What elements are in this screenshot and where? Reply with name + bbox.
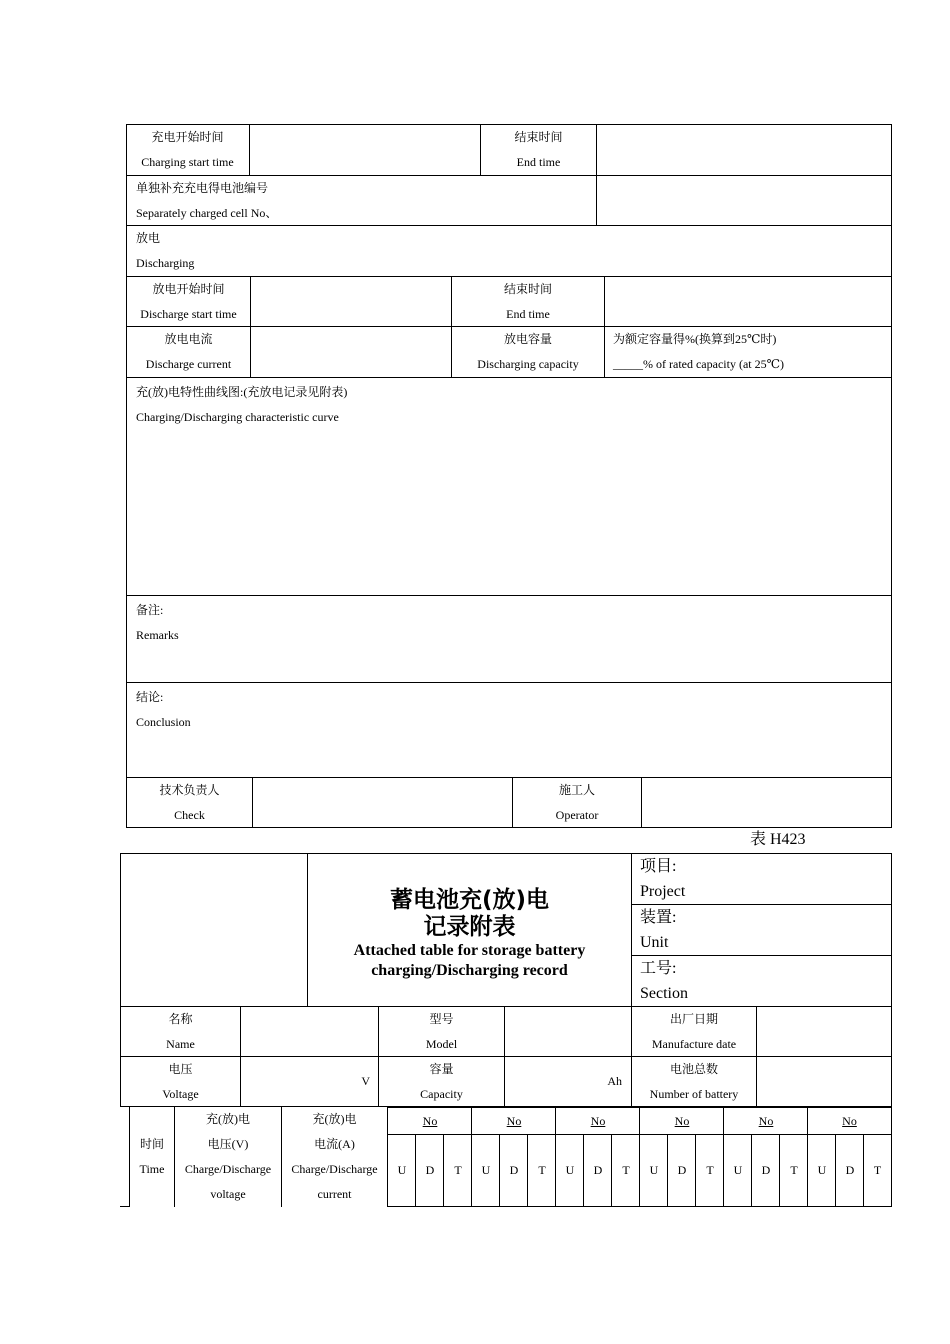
project-en: Project [640,883,686,900]
header-title-cell [308,853,631,1006]
curve-cn: 充(放)电特性曲线图:(充放电记录见附表) [136,385,348,399]
cell-groups [387,1107,892,1207]
discharging-capacity-label [451,326,605,377]
check-label [126,777,253,828]
discharge-current-en: Discharge current [145,357,232,371]
charging-end-en: End time [516,154,561,169]
no-label: No [842,1114,857,1128]
voltage-header-en2: voltage [210,1187,246,1201]
cell-sub-header: T [443,1134,472,1207]
voltage-header-cn2: 电压(V) [207,1137,249,1151]
section-field[interactable] [631,955,892,1006]
cell-sub-header: D [499,1134,528,1207]
cell-sub-header: T [863,1134,892,1207]
left-bracket-foot [120,1206,130,1207]
capacity-unit: Ah [607,1074,622,1088]
section-en: Section [640,985,688,1002]
separate-cell-label [126,175,597,225]
number-of-battery-cn: 电池总数 [669,1061,718,1076]
voltage-header [175,1107,282,1207]
top-form [126,124,892,828]
voltage-label [120,1056,241,1107]
name-label [120,1006,241,1057]
no-label: No [758,1114,774,1128]
voltage-value[interactable] [241,1056,379,1107]
charging-start-label [126,124,250,175]
current-header-cn2: 电流(A) [314,1137,355,1151]
charging-start-cn: 充电开始时间 [151,129,224,144]
name-en: Name [166,1037,195,1051]
model-cn: 型号 [429,1012,454,1026]
discharge-start-cn: 放电开始时间 [152,281,225,296]
capacity-cn: 容量 [429,1061,454,1076]
charging-start-value[interactable] [250,124,480,175]
voltage-en: Voltage [162,1086,199,1101]
cell-sub-header: D [751,1134,780,1207]
cell-sub-header: D [583,1134,612,1207]
title-cn-line1: 蓄电池充(放)电 [389,887,550,913]
check-cn: 技术负责人 [159,782,220,797]
model-en: Model [425,1037,458,1051]
cell-group-no [807,1107,892,1135]
unit-field[interactable] [631,904,892,955]
no-label: No [590,1114,606,1128]
manufacture-date-label [631,1006,757,1057]
cell-group-no [471,1107,556,1135]
number-of-battery-label [631,1056,757,1107]
unit-cn: 装置: [640,909,677,926]
cell-sub-header: T [695,1134,724,1207]
remarks-en: Remarks [136,628,179,642]
remarks-area[interactable] [126,595,892,682]
discharging-cn: 放电 [136,231,161,245]
operator-signature[interactable] [641,777,892,828]
title-en-line1: Attached table for storage battery [353,942,586,959]
capacity-value[interactable] [505,1056,631,1107]
rated-capacity-en: _____% of rated capacity (at 25℃) [613,357,785,371]
discharge-end-cn: 结束时间 [503,281,552,296]
form-code: 表 H423 [750,831,806,848]
discharge-start-en: Discharge start time [140,306,237,321]
charging-start-en: Charging start time [141,154,234,169]
discharge-end-label [451,276,605,326]
cell-group-no [723,1107,808,1135]
rated-capacity-cn: 为额定容量得%(换算到25℃时) [613,332,777,346]
curve-area[interactable] [126,377,892,595]
cell-sub-header: U [471,1134,500,1207]
cell-sub-header: U [807,1134,836,1207]
operator-cn: 施工人 [558,782,595,797]
model-value[interactable] [505,1006,631,1057]
discharging-heading [126,225,892,276]
cell-group-no [639,1107,724,1135]
separate-cell-en: Separately charged cell No、 [136,205,278,220]
cell-group-no [387,1107,472,1135]
voltage-unit: V [361,1074,370,1088]
capacity-en: Capacity [420,1086,463,1101]
cell-sub-header: U [723,1134,752,1207]
header-logo-cell [120,853,308,1006]
cell-sub-header: U [555,1134,584,1207]
discharge-start-value[interactable] [251,276,452,326]
charging-end-label [480,124,597,175]
discharging-capacity-en: Discharging capacity [477,357,579,371]
discharge-end-value[interactable] [605,276,892,326]
current-header-en2: current [317,1187,352,1201]
title-cn-line2: 记录附表 [423,914,516,940]
discharge-current-cn: 放电电流 [164,332,213,346]
capacity-label [378,1056,505,1107]
name-cn: 名称 [168,1012,193,1026]
charging-end-value[interactable] [597,124,892,175]
current-header-en1: Charge/Discharge [291,1162,378,1176]
title-en-line2: charging/Discharging record [371,962,568,979]
discharge-end-en: End time [506,306,550,321]
no-label: No [506,1114,522,1128]
project-cn: 项目: [640,858,677,875]
discharge-current-label [126,326,251,377]
time-header [130,1107,175,1207]
cell-sub-header: D [415,1134,444,1207]
cell-sub-header: T [527,1134,556,1207]
cell-sub-header: T [611,1134,640,1207]
cell-group-no [555,1107,640,1135]
project-field[interactable] [631,853,892,904]
discharge-current-value[interactable] [251,326,452,377]
no-label: No [422,1114,438,1128]
section-cn: 工号: [640,960,677,977]
time-cn: 时间 [139,1137,164,1151]
current-header [282,1107,388,1207]
discharge-start-label [126,276,251,326]
cell-sub-header: D [667,1134,696,1207]
manufacture-date-value[interactable] [757,1006,892,1057]
conclusion-area[interactable] [126,682,892,777]
unit-en: Unit [640,934,669,951]
separate-cell-value[interactable] [597,175,892,225]
discharging-capacity-cn: 放电容量 [503,332,552,346]
conclusion-cn: 结论: [136,690,164,704]
separate-cell-cn: 单独补充充电得电池编号 [136,180,269,195]
no-label: No [674,1114,690,1128]
voltage-header-en1: Charge/Discharge [184,1162,272,1176]
charging-end-cn: 结束时间 [514,129,563,144]
time-en: Time [139,1162,165,1176]
cell-sub-header: U [639,1134,668,1207]
operator-label [512,777,642,828]
current-header-cn1: 充(放)电 [312,1112,357,1126]
number-of-battery-value[interactable] [757,1056,892,1107]
voltage-cn: 电压 [168,1061,193,1076]
manufacture-date-en: Manufacture date [651,1037,737,1051]
name-value[interactable] [241,1006,379,1057]
cell-sub-header: U [387,1134,416,1207]
model-label [378,1006,505,1057]
check-signature[interactable] [253,777,513,828]
cell-sub-header: D [835,1134,864,1207]
voltage-header-cn1: 充(放)电 [206,1112,250,1126]
conclusion-en: Conclusion [136,715,191,729]
number-of-battery-en: Number of battery [649,1086,739,1101]
check-en: Check [174,807,205,822]
discharging-en: Discharging [136,256,195,270]
rated-capacity-field[interactable] [605,326,892,377]
cell-sub-header: T [779,1134,808,1207]
curve-en: Charging/Discharging characteristic curve [136,410,339,424]
remarks-cn: 备注: [136,603,164,617]
manufacture-date-cn: 出厂日期 [669,1012,718,1026]
operator-en: Operator [555,807,599,822]
